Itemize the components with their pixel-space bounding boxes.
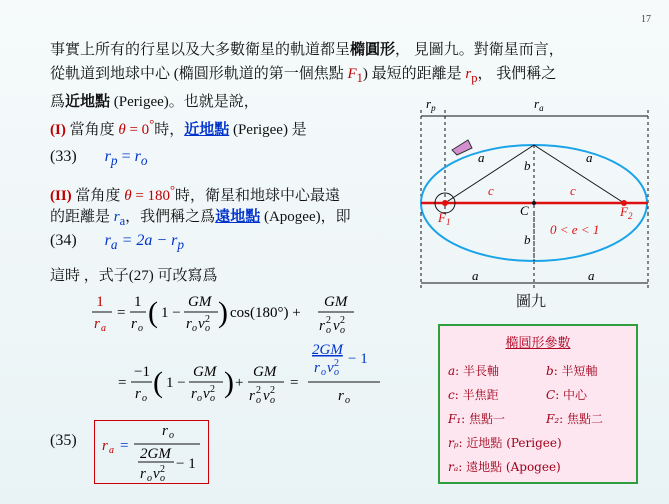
case-2-block [50,180,351,232]
label-f1: $F_1$ [438,210,451,227]
rp-symbol: r [465,66,472,82]
eccentricity-label: 0 < e < 1 [550,222,600,237]
svg-text:2: 2 [270,385,275,396]
svg-text:1 −: 1 − [161,305,181,321]
svg-text:r: r [131,316,137,332]
page-number: 17 [641,14,651,25]
equation-block-svg [90,290,410,425]
svg-text:GM: GM [324,294,348,310]
svg-text:o: o [138,323,143,334]
transition-text: 這時 ，式子(27) 可改寫爲 [50,268,218,284]
svg-text:− 1: − 1 [348,351,368,367]
rp-symbol: r [104,148,111,165]
svg-text:2: 2 [334,358,339,369]
svg-text:cos(180°) +: cos(180°) + [230,305,301,321]
param-item: F₁: 焦點一 [448,412,505,426]
ellipse-diagram [412,98,662,293]
bottom-a-right: a [588,268,595,283]
svg-text:o: o [205,323,210,334]
rp-subscript: p [177,237,185,253]
label-a-left: a [478,150,485,165]
angle-value: = 180 [131,188,171,204]
focus-1-dot [442,200,448,206]
svg-text:(: ( [153,366,163,399]
ra-symbol: r [113,209,120,225]
theta-symbol: θ [124,188,132,204]
equation-number: (34) [50,232,77,249]
second-equation [118,342,380,406]
svg-text:v: v [333,318,340,334]
intro-text: 事實上所有的行星以及大多數衛星的軌道都呈 [50,42,351,58]
param-item: c: 半焦距 [448,388,499,402]
svg-text:r: r [140,466,146,482]
case-2-text: 時，衛星和地球中心最遠 [175,188,341,204]
equation-35-number: (35) [50,432,77,449]
svg-text:r: r [162,423,168,439]
case-2-text: (Apogee)，即 [260,209,351,225]
case-1-text: (Perigee) 是 [229,122,307,138]
svg-text:2: 2 [160,464,165,475]
intro-text: ) 最短的距離是 [362,66,466,82]
svg-text:2GM: 2GM [312,342,343,358]
svg-text:o: o [192,323,197,334]
case-2-text: 的距離是 [50,209,114,225]
svg-text:GM: GM [193,364,217,380]
svg-text:−1: −1 [134,364,150,380]
intro-text: 從軌道到地球中心 (橢圓形軌道的第一個焦點 [50,66,348,82]
svg-text:2: 2 [205,314,210,325]
svg-text:2: 2 [340,315,345,326]
ra-label: $r_a$ [534,98,544,113]
svg-text:o: o [197,393,202,404]
parameters-title: 橢圓形參數 [505,336,571,351]
svg-text:− 1: − 1 [176,456,196,472]
ra-subscript: a [110,237,118,253]
focal-line-right [534,145,624,203]
svg-text:v: v [263,388,270,404]
svg-text:GM: GM [188,294,212,310]
svg-text:v: v [153,466,160,482]
svg-text:o: o [169,430,174,441]
intro-text: (Perigee)。也就是說， [110,94,259,110]
param-item: b: 半短軸 [546,364,598,378]
focus-symbol: F [347,66,357,82]
focus-subscript: 1 [356,71,363,85]
svg-text:1 −: 1 − [166,375,186,391]
svg-text:=: = [290,375,299,391]
theta-symbol: θ [118,122,126,138]
equation-33 [50,148,148,169]
degree-mark: ° [170,183,176,197]
svg-text:o: o [270,395,275,406]
rp-label: $r_p$ [426,98,436,113]
svg-text:GM: GM [253,364,277,380]
label-f2: $F_2$ [620,204,633,221]
param-item: F₂: 焦點二 [546,412,603,426]
svg-text:o: o [326,325,331,336]
svg-text:o: o [256,395,261,406]
svg-text:a: a [109,445,114,456]
svg-text:(: ( [148,296,158,329]
label-a-right: a [586,150,593,165]
svg-text:r: r [135,386,141,402]
label-c-left: c [488,183,494,198]
case-1-line [50,117,307,139]
svg-text:v: v [327,360,334,376]
perigee-term: 近地點 [65,94,111,110]
svg-text:o: o [142,393,147,404]
intro-text: 爲 [50,94,66,110]
degree-mark: ° [149,117,155,131]
intro-text: ， 我們稱之 [477,66,557,82]
figure-caption: 圖九 [516,292,547,310]
svg-text:r: r [191,386,197,402]
svg-text:2GM: 2GM [140,446,171,462]
svg-text:a: a [101,323,106,334]
svg-text:=: = [118,375,127,391]
center-dot [532,201,536,205]
svg-text:r: r [314,360,320,376]
svg-text:r: r [102,438,108,454]
param-item: C: 中心 [546,388,588,402]
svg-text:+: + [235,375,244,391]
svg-text:o: o [160,473,165,484]
case-1-text: 當角度 [65,122,119,138]
case-2-label: (II) [50,188,72,204]
param-item: a: 半長軸 [448,364,500,378]
ro-subscript: o [140,153,148,169]
svg-text:v: v [203,386,210,402]
svg-text:r: r [249,388,255,404]
svg-text:r: r [338,388,344,404]
angle-value: = 0 [125,122,150,138]
svg-text:o: o [334,367,339,378]
equation-35-svg [96,420,208,484]
svg-text:o: o [147,473,152,484]
equation-number: (33) [50,148,77,165]
param-item: rₚ: 近地點 (Perigee) [448,436,562,450]
ra-expression: = 2a − r [117,232,178,249]
svg-text:r: r [186,316,192,332]
svg-text:o: o [345,395,350,406]
label-b-bottom: b [524,232,531,247]
svg-text:1: 1 [96,294,104,310]
intro-text: ， 見圖九。對衛星而言， [395,42,564,58]
svg-text:): ) [218,296,228,329]
svg-text:o: o [321,367,326,378]
ellipse-parameters-box [438,324,638,484]
svg-text:r: r [319,318,325,334]
svg-text:2: 2 [210,384,215,395]
svg-text:v: v [198,316,205,332]
svg-text:2: 2 [326,315,331,326]
svg-text:): ) [224,366,234,399]
ra-symbol: r [104,232,111,249]
svg-text:2: 2 [256,385,261,396]
case-2-text: ，我們稱之爲 [125,209,216,225]
svg-text:=: = [117,305,126,321]
svg-text:=: = [120,438,129,454]
label-b-top: b [524,158,531,173]
equals-sign: = [117,148,135,165]
label-center: C [520,203,529,218]
svg-text:1: 1 [134,294,142,310]
svg-text:r: r [94,316,100,332]
equation-34 [50,232,184,253]
perigee-term: 近地點 [184,122,230,138]
rp-subscript: p [471,71,478,85]
rp-subscript: p [110,153,118,169]
ra-subscript: a [119,214,126,228]
apogee-term: 遠地點 [215,209,261,225]
first-equation [92,294,354,336]
param-item: rₐ: 遠地點 (Apogee) [448,460,561,474]
ellipse-term: 橢圓形 [350,42,396,58]
label-c-right: c [570,183,576,198]
case-2-text: 當角度 [71,188,125,204]
bottom-a-left: a [472,268,479,283]
svg-text:o: o [340,325,345,336]
satellite-icon [452,140,472,155]
case-1-label: (I) [50,122,66,138]
ro-symbol: r [134,148,141,165]
svg-text:o: o [210,393,215,404]
case-1-text: 時， [154,122,185,138]
